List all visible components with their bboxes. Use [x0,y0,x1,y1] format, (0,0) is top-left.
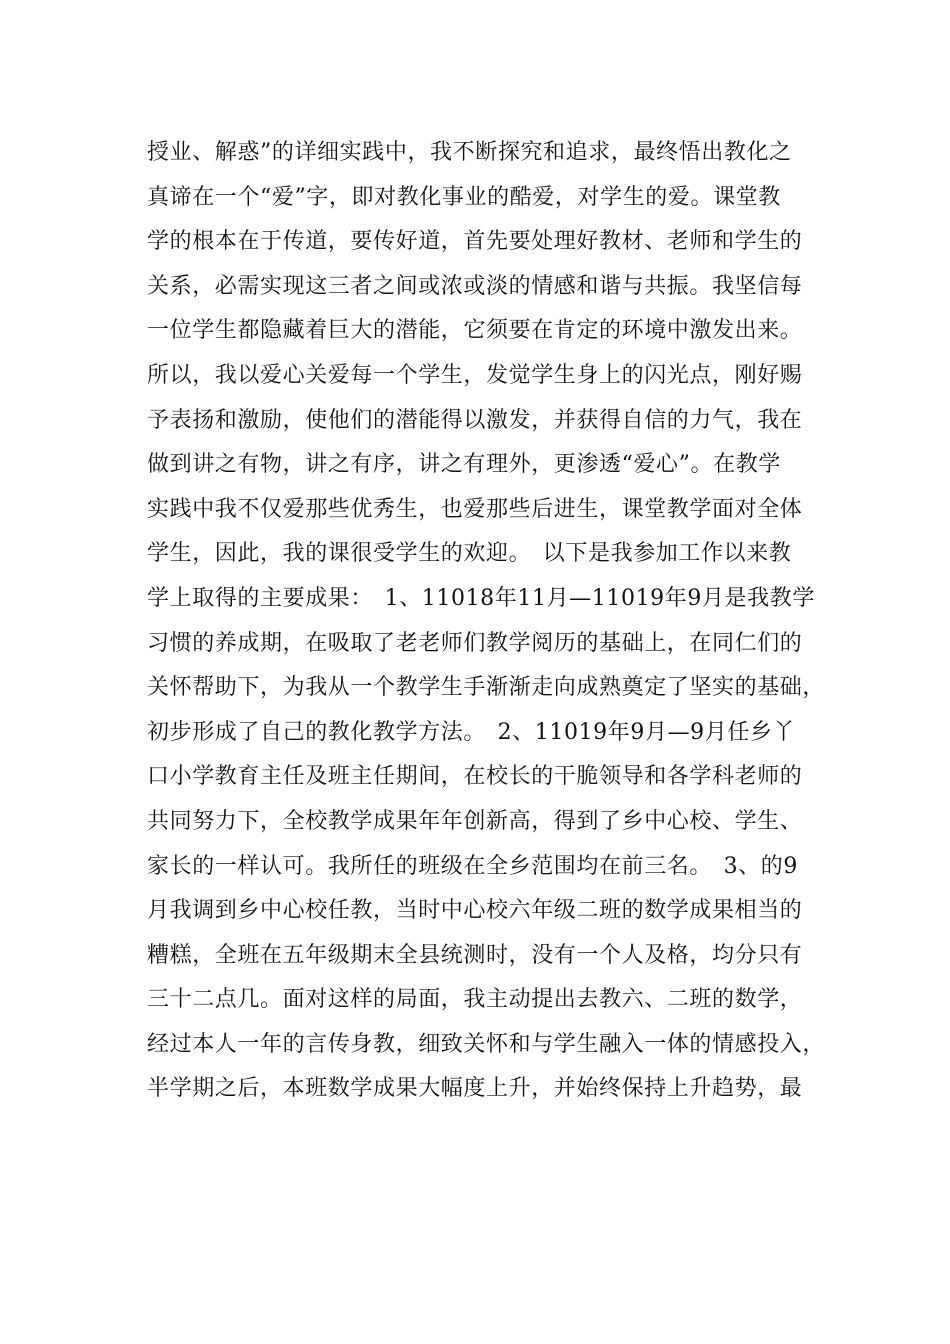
text-line: 实践中我不仅爱那些优秀生，也爱那些后进生，课堂教学面对全体 [147,496,803,522]
text-line: 共同努力下，全校教学成果年年创新高，得到了乡中心校、学生、 [147,808,803,834]
text-line: 予表扬和激励，使他们的潜能得以激发，并获得自信的力气，我在 [147,407,803,433]
body-text [147,131,847,1112]
text-line: 半学期之后，本班数学成果大幅度上升，并始终保持上升趋势，最 [147,1076,803,1102]
text-line: 经过本人一年的言传身教，细致关怀和与学生融入一体的情感投入， [147,1031,826,1057]
text-line: 学生，因此，我的课很受学生的欢迎。 以下是我参加工作以来教 [147,541,792,567]
text-line: 所以，我以爱心关爱每一个学生，发觉学生身上的闪光点，刚好赐 [147,362,803,388]
text-line: 月我调到乡中心校任教，当时中心校六年级二班的数学成果相当的 [147,898,803,924]
text-line: 家长的一样认可。我所任的班级在全乡范围均在前三名。 3、的9 [147,853,798,879]
text-line: 初步形成了自己的教化教学方法。 2、11019年9月—9月任乡丫 [147,719,796,745]
text-line: 做到讲之有物，讲之有序，讲之有理外，更渗透“爱心”。在教学 [147,452,781,478]
text-line: 三十二点几。面对这样的局面，我主动提出去教六、二班的数学， [147,987,803,1013]
text-line: 学上取得的主要成果： 1、11018年11月—11019年9月是我教学 [147,585,815,611]
text-line: 一位学生都隐藏着巨大的潜能，它须要在肯定的环境中激发出来。 [147,318,803,344]
text-line: 真谛在一个“爱”字，即对教化事业的酷爱，对学生的爱。课堂教 [147,184,781,210]
text-line: 授业、解惑”的详细实践中，我不断探究和追求，最终悟出教化之 [147,140,792,165]
text-line: 关怀帮助下，为我从一个教学生手渐渐走向成熟奠定了坚实的基础， [147,675,826,701]
text-line: 关系，必需实现这三者之间或浓或淡的情感和谐与共振。我坚信每 [147,273,803,299]
text-line: 口小学教育主任及班主任期间，在校长的干脆领导和各学科老师的 [147,764,803,790]
text-line: 学的根本在于传道，要传好道，首先要处理好教材、老师和学生的 [147,229,803,255]
text-line: 习惯的养成期，在吸取了老老师们教学阅历的基础上，在同仁们的 [147,630,803,656]
text-line: 糟糕，全班在五年级期末全县统测时，没有一个人及格，均分只有 [147,942,803,968]
